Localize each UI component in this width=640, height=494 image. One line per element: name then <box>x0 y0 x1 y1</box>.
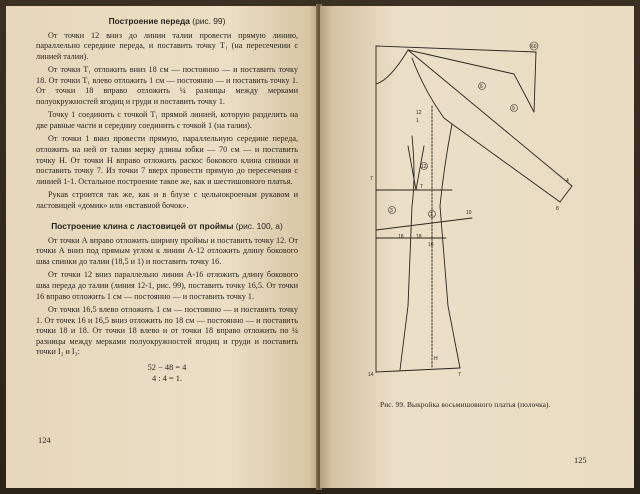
pattern-princess-seam <box>400 136 414 370</box>
label-6: 6 <box>480 84 483 90</box>
paragraph-wedge-1: От точки А вправо отложить ширину проймы и поставить точку 12. От точки А вниз под прямым углом к линии А-12 отложить длину бокового шва спинки до талии (18,5 и 1) и поставить точку 16. <box>36 235 298 266</box>
heading-front-title: Построение переда <box>108 16 190 26</box>
label-9: 9 <box>512 106 515 112</box>
section-heading-front <box>36 16 298 27</box>
label-h: Н <box>434 356 438 362</box>
label-1b: 1 <box>416 118 419 124</box>
section-heading-wedge <box>36 221 298 232</box>
left-page <box>6 6 318 488</box>
paragraph-front-3: Точку 1 соединить с точкой Т₁ прямой линией, которую разделить на две равные части и середину соединить с точкой 1 (на талии). <box>36 110 298 130</box>
formula <box>36 362 298 384</box>
label-18b: 18 <box>398 234 404 240</box>
page-number-left: 124 <box>38 436 51 445</box>
paragraph-front-5: Рукав строится так же, как и в блузе с цельнокроеным рукавом и ластовицей «домик» или «вставной бочок». <box>36 190 298 210</box>
formula-line-2: 4 : 4 = 1. <box>151 373 183 383</box>
label-4: 4 <box>566 178 569 184</box>
label-1: 1 <box>430 212 433 218</box>
pattern-side-seam <box>440 124 460 368</box>
right-page <box>320 6 634 488</box>
heading-front-fig: (рис. 99) <box>192 16 226 26</box>
label-18: 18 <box>416 234 422 240</box>
label-t: Т <box>420 184 424 190</box>
paragraph-front-4: От точки 1 вниз провести прямую, параллельную середине переда, отложить на ней от талии мерку длины юбки — 70 см — и поставить точку Н. От точки Н вправо отложить раскос бокового клина спинки и поставить точку 7. Из точки 7 вверх провести прямую до пересечения с линией 1-1. Остальное построение такое же, как и шестишовного платья. <box>36 134 298 186</box>
label-7: 7 <box>370 176 373 182</box>
label-14: 14 <box>368 372 374 378</box>
label-3: 3 <box>390 208 393 214</box>
label-7b: 7 <box>458 372 461 378</box>
heading-wedge-fig: (рис. 100, а) <box>235 221 283 232</box>
label-12b: 12 <box>416 110 422 116</box>
pattern-sleeve-cuff <box>560 186 572 202</box>
label-8: 8 <box>556 206 559 212</box>
pattern-sleeve-top <box>408 50 572 186</box>
heading-wedge-title: Построение клина с ластовицей от проймы <box>51 221 234 232</box>
left-page-text <box>36 16 298 384</box>
paragraph-front-1: От точки 12 вниз до линии талии провести прямую линию, параллельно середине переда, и поставить точку Т₁ (на пересечении с линией талии). <box>36 30 298 61</box>
figure-caption: Рис. 99. Выкройка восьмишовного платья (полочка). <box>380 400 551 409</box>
page-number-right: 125 <box>574 456 587 465</box>
paragraph-front-2: От точки Т₁ отложить вниз 18 см — постоянно — и поставить точку 18. От точки Т₁ влево отложить 1 см — постоянно — и поставить точку 1. От точки 18 вправо отложить ¼ разницы между мерками полуокружностей ягодиц и груди и поставить точку 1. <box>36 65 298 106</box>
paragraph-wedge-2: От точки 12 вниз параллельно линии А-16 отложить длину бокового шва переда до талии (линия 12-1, рис. 99), поставить точку 16,5. От точки 16 вправо отложить 1 см — постоянно — и поставить точку 1. <box>36 270 298 301</box>
dress-pattern-figure <box>320 6 634 488</box>
pattern-top-guide <box>376 46 536 52</box>
formula-line-1: 52 − 48 = 4 <box>147 362 187 372</box>
pattern-right-guide <box>534 52 536 112</box>
label-10: 10 <box>466 210 472 216</box>
label-16: 16 <box>428 242 434 248</box>
pattern-hem <box>376 368 460 372</box>
paragraph-wedge-3: От точки 16,5 влево отложить 1 см — постоянно — и поставить точку 1. От точек 16 и 16,5 вниз отложить по 18 см — постоянно — и поставить точки 18 и 18. От точки 18 влево и от точки 18 вправо отложить по ¼ разницы между мерками полуокружностей ягодиц и груди и поставить точки I₂ и I₃: <box>36 305 298 357</box>
pattern-hip-line <box>376 218 472 230</box>
pattern-neckline <box>376 50 408 84</box>
label-60: 60 <box>531 44 537 50</box>
label-12: 12 <box>421 164 427 170</box>
